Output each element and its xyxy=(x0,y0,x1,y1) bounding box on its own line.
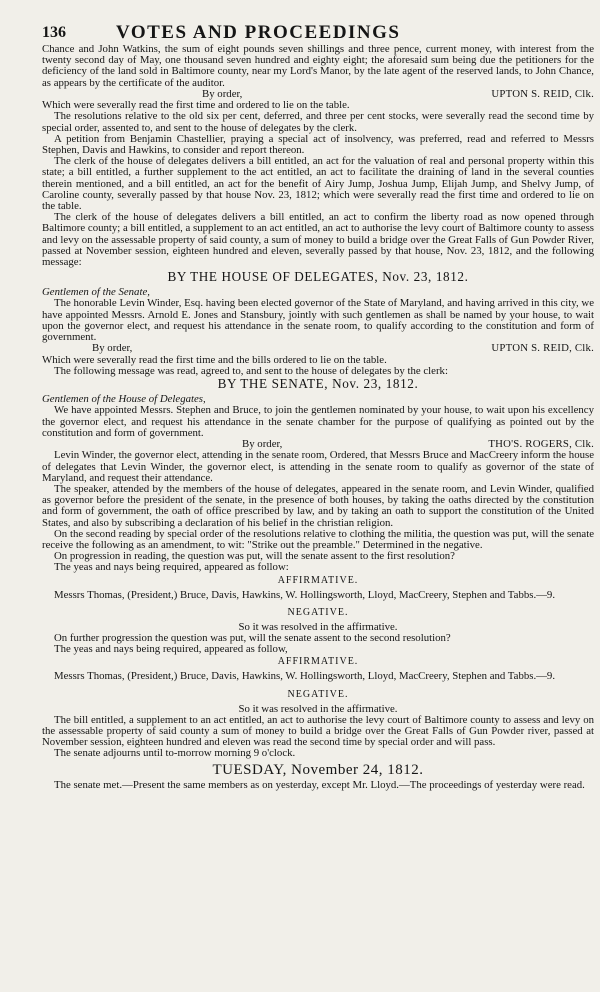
paragraph: Chance and John Watkins, the sum of eight pounds seven shillings and three pence, current money, with interest from the twenty second day of May, one thousand seven hundred and eighty eight; the aforesaid sum being due the petitioners for the deficiency of the land sold in Baltimore county, near my Lord's Manor, by the late agent of the reserved lands, to John Chance, as appears by the certificate of the auditor. xyxy=(42,43,594,89)
paragraph: The clerk of the house of delegates delivers a bill entitled, an act for the valuation of real and personal property within this state; a bill entitled, a further supplement to the act entitled, an act to facilitate the draining of land in the several counties therein mentioned, and a bill entitled, an act for the benefit of Airy Jump, Joshua Jump, Elijah Jump, and Shelvy Jump, of Caroline county, severally passed by that house Nov. 23, 1812; which were severally read the first time and ordered to lie on the table. xyxy=(42,155,594,213)
paragraph: Levin Winder, the governor elect, attending in the senate room, Ordered, that Messrs Bruce and MacCreery inform the house of delegates that Levin Winder, the governor elect, is attending in the senate room to qualify as governor of the state of Maryland, and request their attendance. xyxy=(42,449,594,484)
negative-heading: NEGATIVE. xyxy=(287,606,349,618)
page-header xyxy=(42,20,594,44)
paragraph: On progression in reading, the question was put, will the senate assent to the first resolution? xyxy=(54,550,455,563)
paragraph: The clerk of the house of delegates delivers a bill entitled, an act to confirm the liberty road as now opened through Baltimore county; a bill entitled, a supplement to an act entitled, an act to authorise the levy court of Baltimore county to assess and levy on the assessable property of said county, a sum of money to build a bridge over the Great Falls of Gun Powder River, passed at November session, eighteen hundred and eleven, severally passed by that house, Nov. 23, 1812, and the following message: xyxy=(42,211,594,269)
paragraph: The senate adjourns until to-morrow morning 9 o'clock. xyxy=(54,747,296,760)
document-body xyxy=(42,44,594,791)
paragraph: The honorable Levin Winder, Esq. having been elected governor of the State of Maryland, and having arrived in this city, we have appointed Messrs. Arnold E. Jones and Stansbury, jointly with such gentlemen as shall be named by your house, to wait upon the governor elect, and request his attendance in the senate room, to qualify according to the constitution and form of government. xyxy=(42,297,594,344)
clerk-signature: UPTON S. REID, Clk. xyxy=(491,342,594,355)
paragraph: On further progression the question was put, will the senate assent to the second resolution? xyxy=(54,631,451,644)
paragraph: On the second reading by special order of the resolutions relative to clothing the militia, the question was put, will the senate receive the following as an amendment, to wit: "Strike out the preamble." Determined in the negative. xyxy=(42,527,594,551)
paragraph: The bill entitled, a supplement to an act entitled, an act to authorise the levy court of Baltimore county to assess and levy on the assessable property of said county a sum of money to build a bridge over the Great Falls of Gun Powder river, passed at November session, eighteen hundred and eleven was read the second time by special order and will pass. xyxy=(42,713,594,749)
paragraph: The speaker, attended by the members of the house of delegates, appeared in the senate room, and Levin Winder, qualified as governor before the president of the senate, in the presence of both houses, by taking the oaths directed by the constitution and form of government, the oath of office prescribed by law, and by taking an oath to support the constitution of the United States, and also by subscribing a declaration of his belief in the christian religion. xyxy=(42,482,594,529)
paragraph: The senate met.—Present the same members as on yesterday, except Mr. Lloyd.—The proceedings of yesterday were read. xyxy=(54,778,585,791)
paragraph: Which were severally read the first time and the bills ordered to lie on the table. xyxy=(42,353,387,366)
salutation: Gentlemen of the House of Delegates, xyxy=(42,393,206,406)
affirmative-heading: AFFIRMATIVE. xyxy=(277,574,359,586)
paragraph: Which were severally read the first time and ordered to lie on the table. xyxy=(42,99,350,112)
section-heading: BY THE SENATE, Nov. 23, 1812. xyxy=(217,376,419,392)
resolution-result: So it was resolved in the affirmative. xyxy=(238,620,398,633)
running-head: VOTES AND PROCEEDINGS xyxy=(116,22,401,43)
by-order-label: By order, xyxy=(242,437,283,450)
clerk-signature: THO'S. ROGERS, Clk. xyxy=(488,437,594,450)
by-order-label: By order, xyxy=(202,87,243,100)
by-order-label: By order, xyxy=(92,342,133,355)
page-number: 136 xyxy=(42,24,66,41)
resolution-result: So it was resolved in the affirmative. xyxy=(238,702,398,715)
section-heading: BY THE HOUSE OF DELEGATES, Nov. 23, 1812. xyxy=(167,269,469,285)
paragraph: A petition from Benjamin Chastellier, praying a special act of insolvency, was preferred, read and referred to Messrs Stephen, Davis and Hawkins, to consider and report thereon. xyxy=(42,132,594,157)
paragraph: The following message was read, agreed to, and sent to the house of delegates by the clerk: xyxy=(54,364,448,377)
salutation: Gentlemen of the Senate, xyxy=(42,286,150,299)
vote-names: Messrs Thomas, (President,) Bruce, Davis, Hawkins, W. Hollingsworth, Lloyd, MacCreery, Stephen and Tabbs.—9. xyxy=(54,670,556,683)
paragraph: We have appointed Messrs. Stephen and Bruce, to join the gentlemen nominated by your house, to wait upon his excellency the governor elect, and request his attendance in the senate chamber for the purpose of qualifying as pointed out by the constitution and form of government. xyxy=(42,404,594,439)
paragraph: The yeas and nays being required, appeared as follow: xyxy=(54,561,289,574)
paragraph: The yeas and nays being required, appeared as follow, xyxy=(54,643,288,656)
paragraph: The resolutions relative to the old six per cent, deferred, and three per cent stocks, were severally read the second time by special order, assented to, and sent to the house of delegates by the clerk. xyxy=(42,110,594,134)
signature-line xyxy=(42,343,594,354)
negative-heading: NEGATIVE. xyxy=(287,688,349,700)
clerk-signature: UPTON S. REID, Clk. xyxy=(491,87,594,100)
day-heading: TUESDAY, November 24, 1812. xyxy=(212,761,424,778)
affirmative-heading: AFFIRMATIVE. xyxy=(277,656,359,668)
vote-names: Messrs Thomas, (President,) Bruce, Davis, Hawkins, W. Hollingsworth, Lloyd, MacCreery, Stephen and Tabbs.—9. xyxy=(54,588,556,601)
